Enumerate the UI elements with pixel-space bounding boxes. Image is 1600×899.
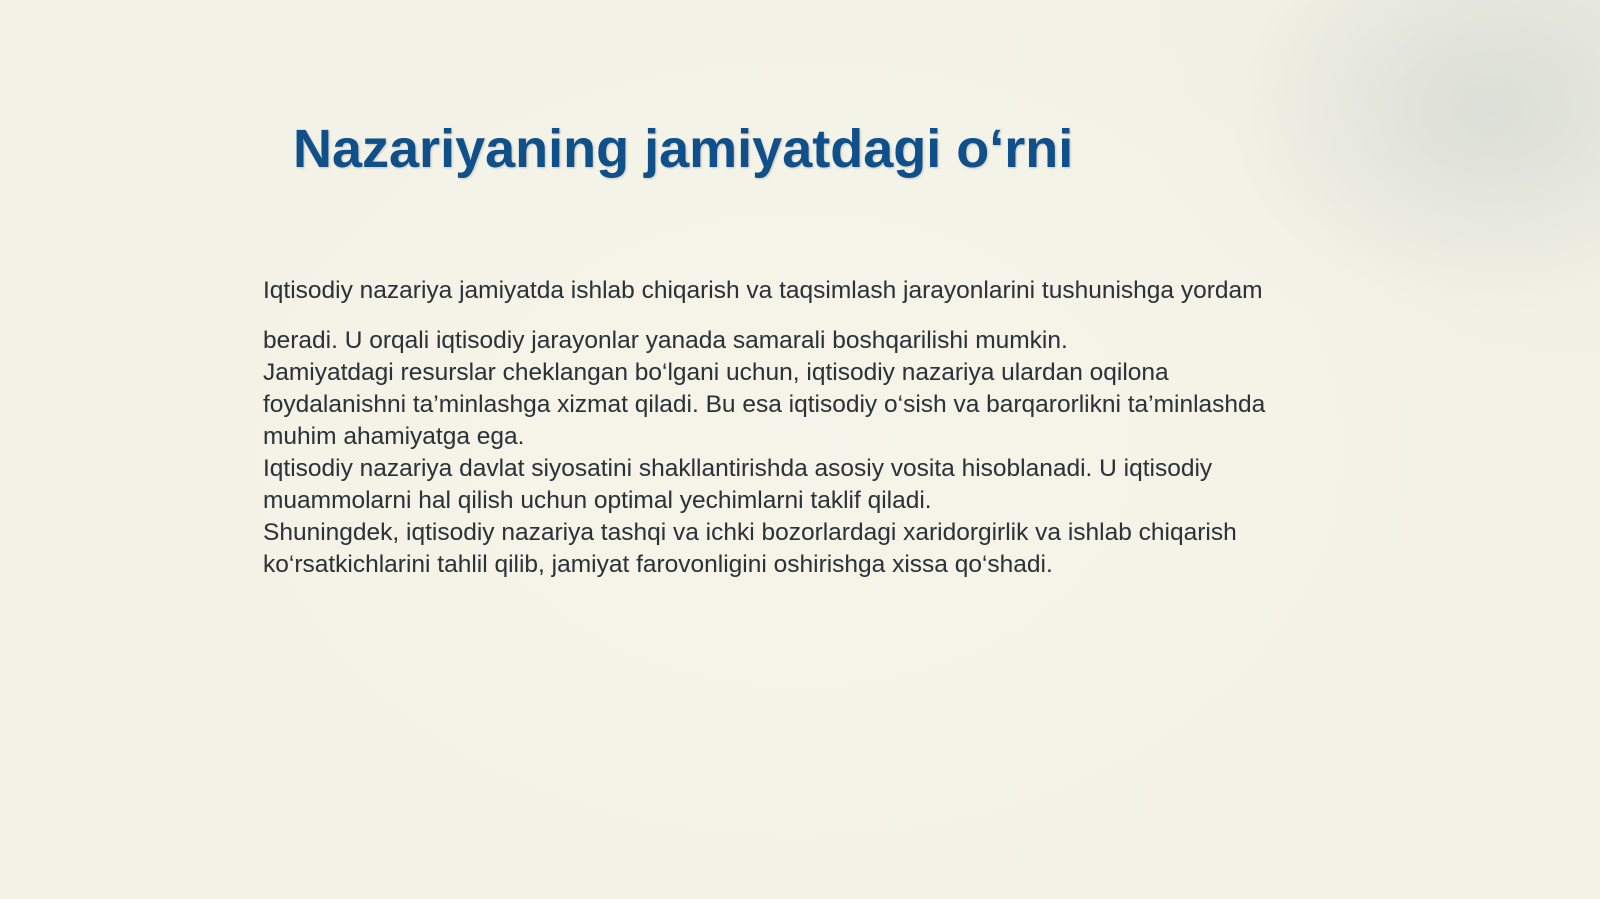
body-line: ko‘rsatkichlarini tahlil qilib, jamiyat farovonligini oshirishga xissa qo‘shadi.	[263, 551, 1053, 578]
body-line: muhim ahamiyatga ega.	[263, 423, 525, 450]
body-line: Iqtisodiy nazariya jamiyatda ishlab chiqarish va taqsimlash jarayonlarini tushunishga yordam	[263, 277, 1263, 304]
body-line: beradi. U orqali iqtisodiy jarayonlar yanada samarali boshqarilishi mumkin.	[263, 327, 1068, 354]
body-line: muammolarni hal qilish uchun optimal yechimlarni taklif qiladi.	[263, 487, 932, 514]
body-line: Jamiyatdagi resurslar cheklangan bo‘lgani uchun, iqtisodiy nazariya ulardan oqilona	[263, 359, 1169, 386]
slide-body	[263, 275, 1363, 581]
body-paragraphs	[263, 325, 1363, 581]
slide-title: Nazariyaning jamiyatdagi o‘rni	[293, 119, 1074, 179]
body-line: Iqtisodiy nazariya davlat siyosatini shakllantirishda asosiy vosita hisoblanadi. U iqtisodiy	[263, 455, 1213, 482]
body-line: Shuningdek, iqtisodiy nazariya tashqi va ichki bozorlardagi xaridorgirlik va ishlab chiqarish	[263, 519, 1237, 546]
body-line: foydalanishni ta’minlashga xizmat qiladi. Bu esa iqtisodiy o‘sish va barqarorlikni ta’minlashda	[263, 391, 1266, 418]
